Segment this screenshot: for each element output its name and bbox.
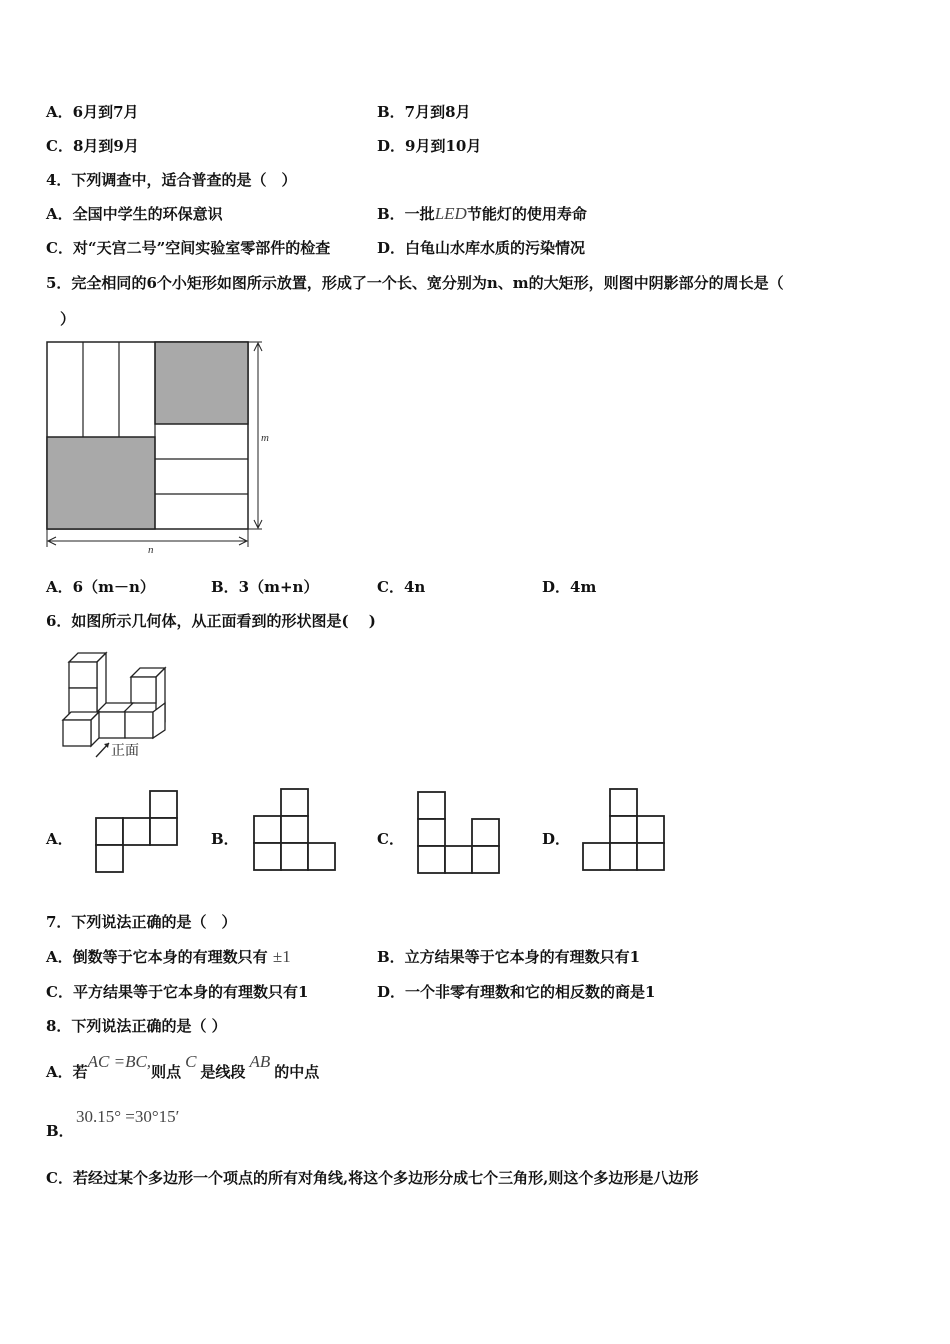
q3-option-d: D．9月到10月	[377, 137, 482, 155]
q8-option-a-math2: C	[185, 1052, 197, 1071]
q5-option-b: B．3（m+n）	[211, 578, 319, 596]
q7-option-d: D．一个非零有理数和它的相反数的商是1	[377, 983, 656, 1001]
q8-stem: 8．下列说法正确的是（ ）	[46, 1017, 227, 1035]
q4-stem: 4．下列调查中，适合普查的是（ ）	[46, 171, 297, 189]
q5-option-c: C．4n	[377, 578, 426, 596]
q8-option-a	[46, 1052, 320, 1081]
q6-option-b-label: B．	[211, 830, 239, 848]
q4-option-d: D．白龟山水库水质的污染情况	[377, 239, 586, 257]
q8-option-a-suffix: 的中点	[274, 1063, 320, 1081]
q8-option-a-math1: AC =BC,	[87, 1052, 152, 1071]
q6-front-label: 正面	[111, 743, 139, 759]
q3-option-a: A．6月到7月	[46, 103, 139, 121]
q7-stem: 7．下列说法正确的是（ ）	[46, 913, 237, 931]
shaded-top-right	[155, 342, 248, 424]
q6-option-a-label: A．	[46, 830, 73, 848]
q4-option-c: C．对“天宫二号”空间实验室零部件的检查	[46, 239, 331, 257]
q6-option-b-figure	[251, 786, 341, 876]
q4-option-b-suffix: 节能灯的使用寿命	[466, 205, 587, 223]
q8-option-a-prefix: A．若	[46, 1063, 88, 1081]
q6-solid-figure	[55, 650, 185, 768]
q8-option-a-mid1: 则点	[151, 1063, 182, 1081]
q8-option-b-label: B．	[46, 1122, 74, 1140]
q8-option-c: C．若经过某个多边形一个项点的所有对角线,将这个多边形分成七个三角形,则这个多边形是八边形	[46, 1169, 699, 1187]
q7-option-c: C．平方结果等于它本身的有理数只有1	[46, 983, 309, 1001]
q7-option-b: B．立方结果等于它本身的有理数只有1	[377, 948, 641, 966]
q8-option-a-mid2: 是线段	[200, 1063, 246, 1081]
q5-label-n: n	[148, 544, 154, 556]
q3-option-c: C．8月到9月	[46, 137, 139, 155]
q5-stem-line2: ）	[60, 310, 76, 328]
q4-option-b-math: LED	[434, 204, 467, 223]
q6-option-d-label: D．	[542, 830, 571, 848]
q6-option-c-label: C．	[377, 830, 404, 848]
q6-stem: 6．如图所示几何体，从正面看到的形状图是( )	[46, 612, 376, 630]
q8-option-b-math: 30.15° =30°15′	[76, 1107, 180, 1126]
q5-option-d: D．4m	[542, 578, 597, 596]
q3-option-b: B．7月到8月	[377, 103, 471, 121]
q5-rectangle-figure	[40, 335, 290, 560]
q5-label-m: m	[261, 432, 269, 444]
q4-option-b	[377, 204, 587, 224]
q6-option-a-figure	[93, 788, 183, 878]
q6-option-d-figure	[580, 786, 670, 876]
q4-option-a: A．全国中学生的环保意识	[46, 205, 223, 223]
q7-option-a	[46, 947, 291, 967]
q7-option-a-math: ±1	[272, 947, 291, 966]
shaded-bottom-left	[47, 437, 155, 529]
q8-option-a-math3: AB	[249, 1052, 271, 1071]
q7-option-a-text: A．倒数等于它本身的有理数只有	[46, 948, 268, 966]
q5-stem-line1: 5．完全相同的6个小矩形如图所示放置，形成了一个长、宽分别为n、m的大矩形，则图中阴影部分的周长是（	[46, 274, 784, 292]
q4-option-b-prefix: B．一批	[377, 205, 435, 223]
q5-option-a: A．6（m－n）	[46, 578, 155, 596]
q6-option-c-figure	[415, 789, 505, 879]
